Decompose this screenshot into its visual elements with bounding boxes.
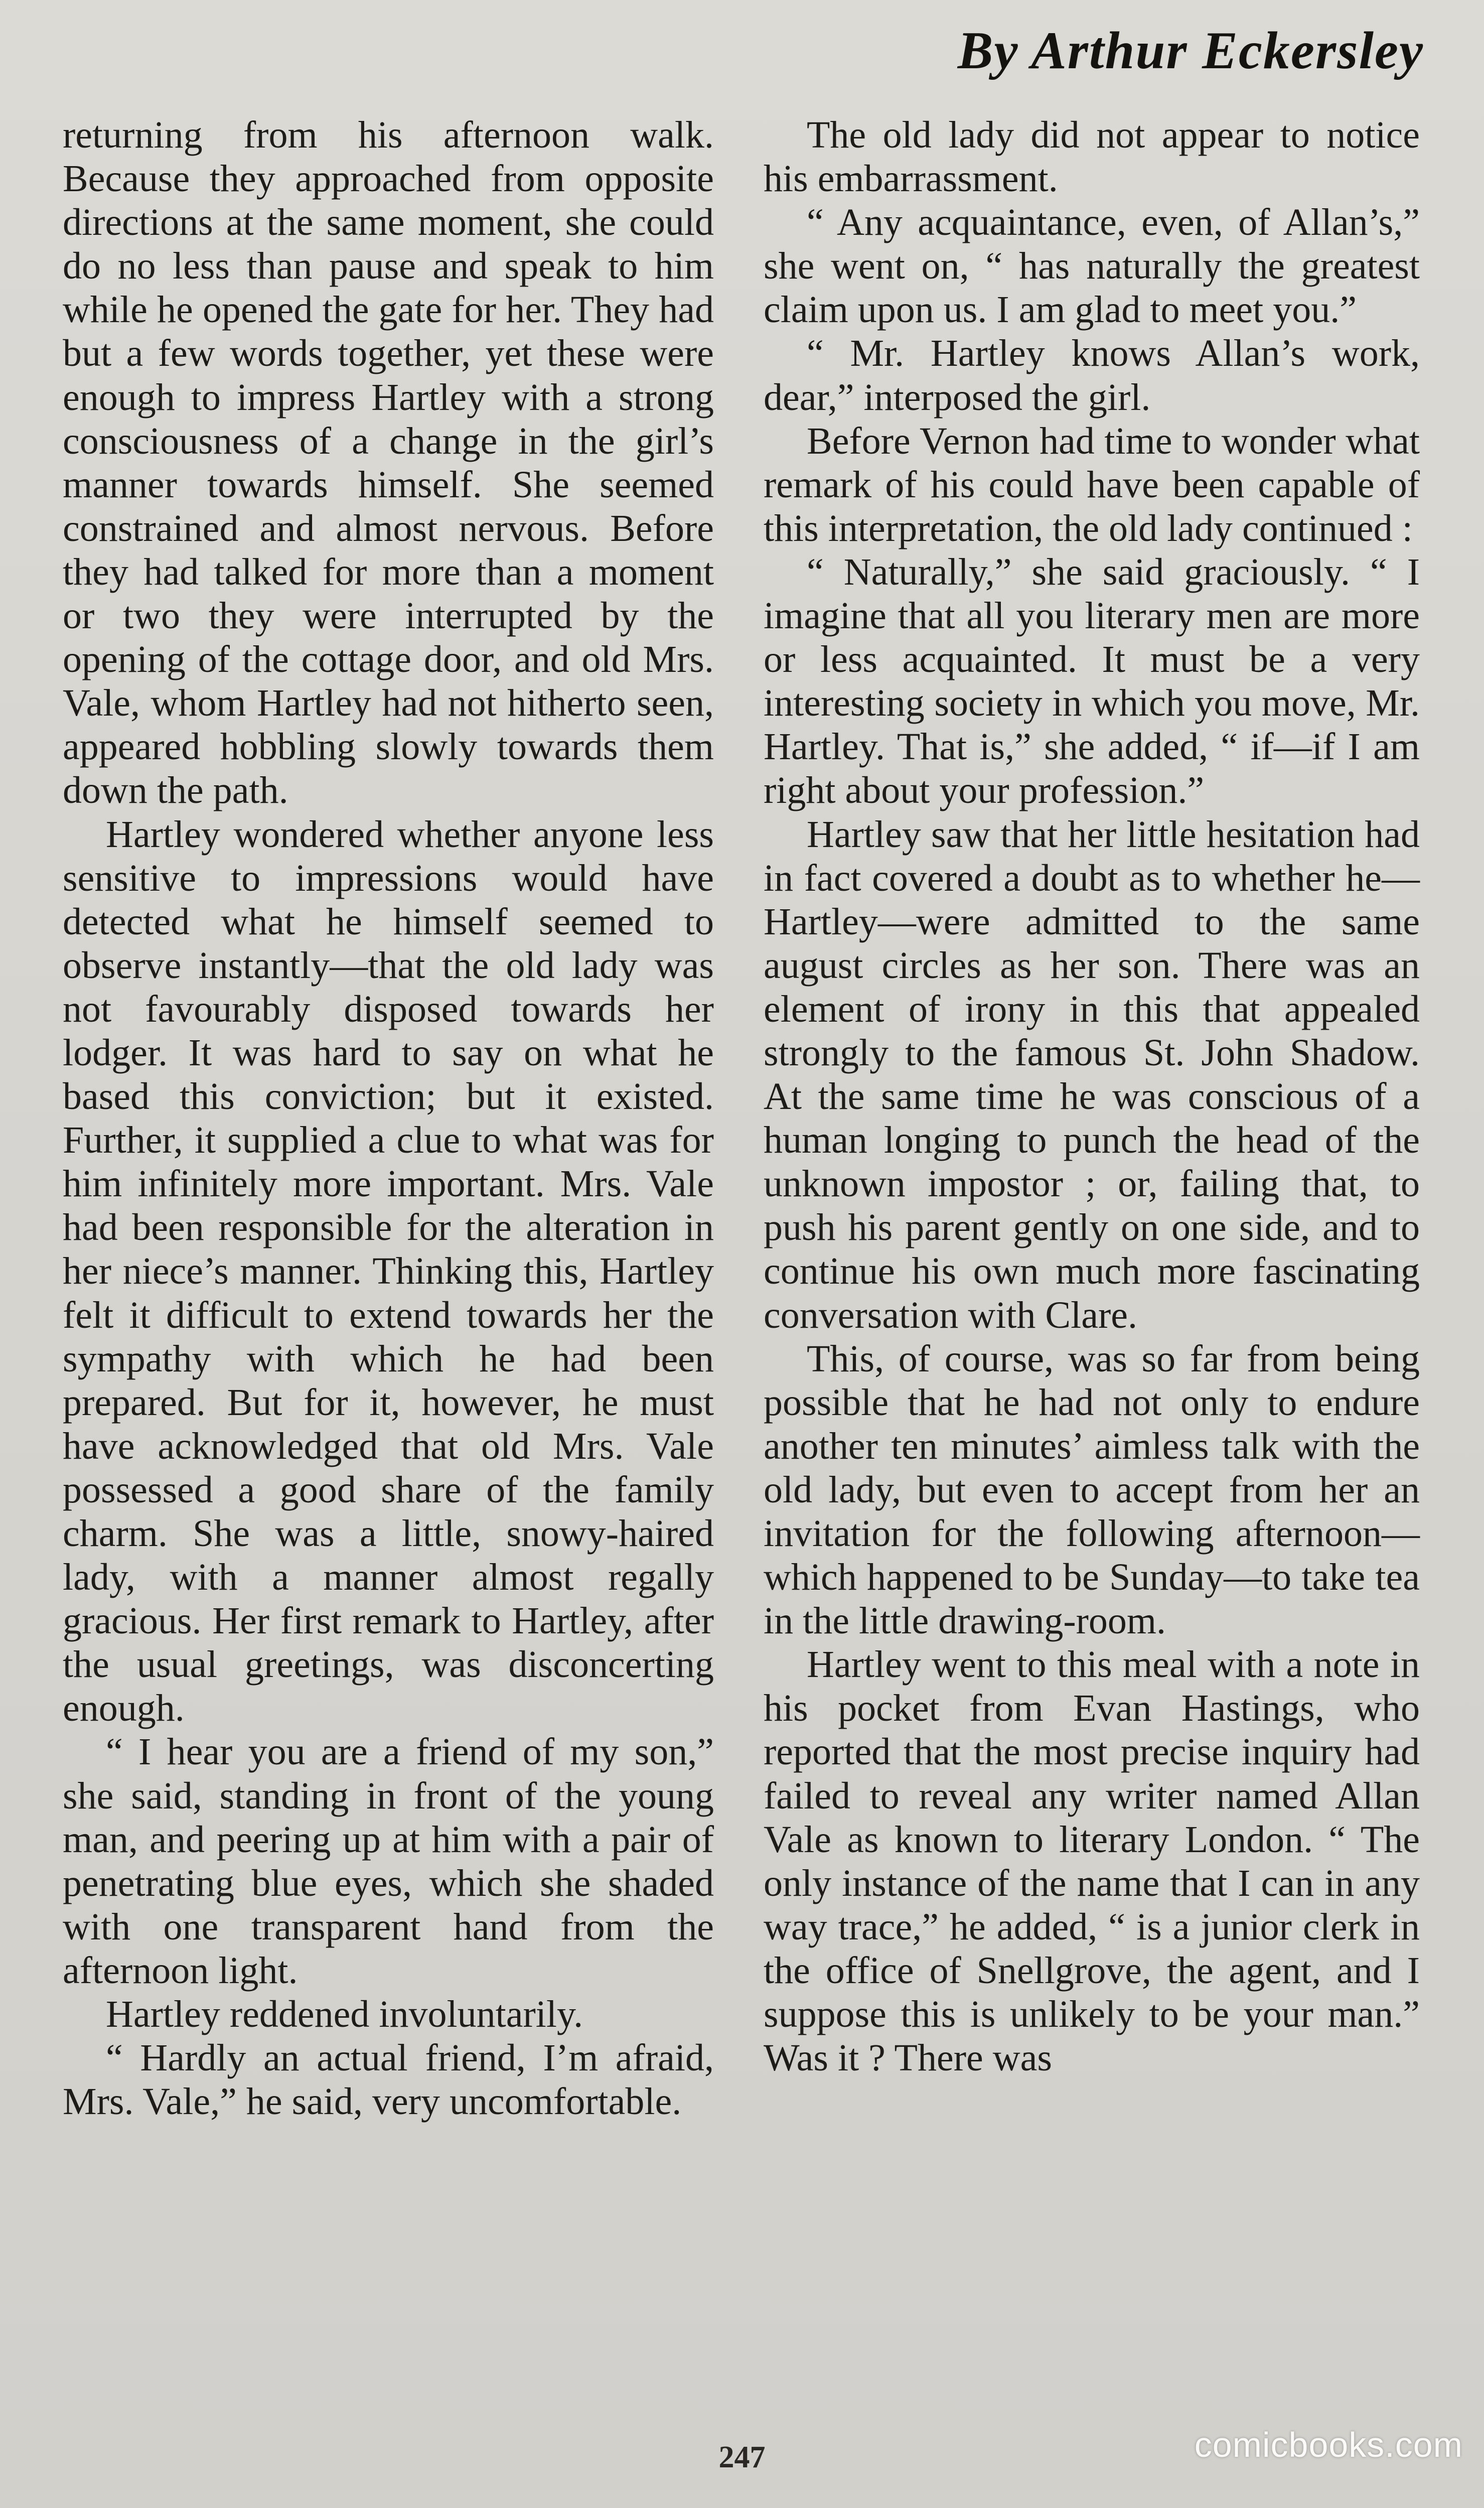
paragraph: “ Hardly an actual friend, I’m afraid, Mrs. Vale,” he said, very uncomfortable. xyxy=(63,2037,714,2123)
paragraph: returning from his afternoon walk. Because they approached from opposite directions at the same moment, she could do no less than pause and speak to him while he opened the gate for her. They had but a few words together, yet these were enough to impress Hartley with a strong consciousness of a change in the girl’s manner towards himself. She seemed constrained and almost nervous. Before they had talked for more than a moment or two they were interrupted by the opening of the cottage door, and old Mrs. Vale, whom Hartley had not hitherto seen, appeared hobbling slowly towards them down the path. xyxy=(63,114,714,812)
paragraph: “ Naturally,” she said graciously. “ I imagine that all you literary men are more or less acquainted. It must be a very interesting society in which you move, Mr. Hartley. That is,” she added, “ if—if I am right about your profession.” xyxy=(764,550,1420,812)
right-text-column xyxy=(764,113,1420,2080)
page-number: 247 xyxy=(718,2440,766,2474)
paragraph: The old lady did not appear to notice his embarrassment. xyxy=(764,114,1420,200)
paragraph: This, of course, was so far from being possible that he had not only to endure another ten minutes’ aimless talk with the old lady, but even to accept from her an invitation for the following afternoon—which happened to be Sunday—to take tea in the little drawing-room. xyxy=(764,1337,1420,1642)
paragraph: “ Any acquaintance, even, of Allan’s,” she went on, “ has naturally the greatest claim upon us. I am glad to meet you.” xyxy=(764,201,1420,331)
paragraph: “ I hear you are a friend of my son,” she said, standing in front of the young man, and peering up at him with a pair of penetrating blue eyes, which she shaded with one transparent hand from the afternoon light. xyxy=(63,1731,714,1992)
site-watermark: comicbooks.com xyxy=(1194,2425,1463,2464)
paragraph: “ Mr. Hartley knows Allan’s work, dear,” interposed the girl. xyxy=(764,332,1420,419)
paragraph: Hartley saw that her little hesitation had in fact covered a doubt as to whether he—Hartley—were admitted to the same august circles as her son. There was an element of irony in this that appealed strongly to the famous St. John Shadow. At the same time he was conscious of a human longing to punch the head of the unknown impostor ; or, failing that, to push his parent gently on one side, and to continue his own much more fascinating conversation with Clare. xyxy=(764,813,1420,1336)
paragraph: Hartley went to this meal with a note in his pocket from Evan Hastings, who reported that the most precise inquiry had failed to reveal any writer named Allan Vale as known to literary London. “ The only instance of the name that I can in any way trace,” he added, “ is a junior clerk in the office of Snellgrove, the agent, and I suppose this is unlikely to be your man.” Was it ? There was xyxy=(764,1643,1420,2079)
left-text-column xyxy=(63,113,714,2124)
author-byline: By Arthur Eckersley xyxy=(957,21,1424,80)
paragraph: Hartley wondered whether anyone less sensitive to impressions would have detected what he himself seemed to observe instantly—that the old lady was not favourably disposed towards her lodger. It was hard to say on what he based this conviction; but it existed. Further, it supplied a clue to what was for him infinitely more important. Mrs. Vale had been responsible for the alteration in her niece’s manner. Thinking this, Hartley felt it difficult to extend towards her the sympathy with which he had been prepared. But for it, however, he must have acknowledged that old Mrs. Vale possessed a good share of the family charm. She was a little, snowy-haired lady, with a manner almost regally gracious. Her first remark to Hartley, after the usual greetings, was disconcerting enough. xyxy=(63,813,714,1730)
paragraph: Hartley reddened involuntarily. xyxy=(106,1993,583,2036)
paragraph: Before Vernon had time to wonder what remark of his could have been capable of this interpretation, the old lady continued : xyxy=(764,420,1420,549)
